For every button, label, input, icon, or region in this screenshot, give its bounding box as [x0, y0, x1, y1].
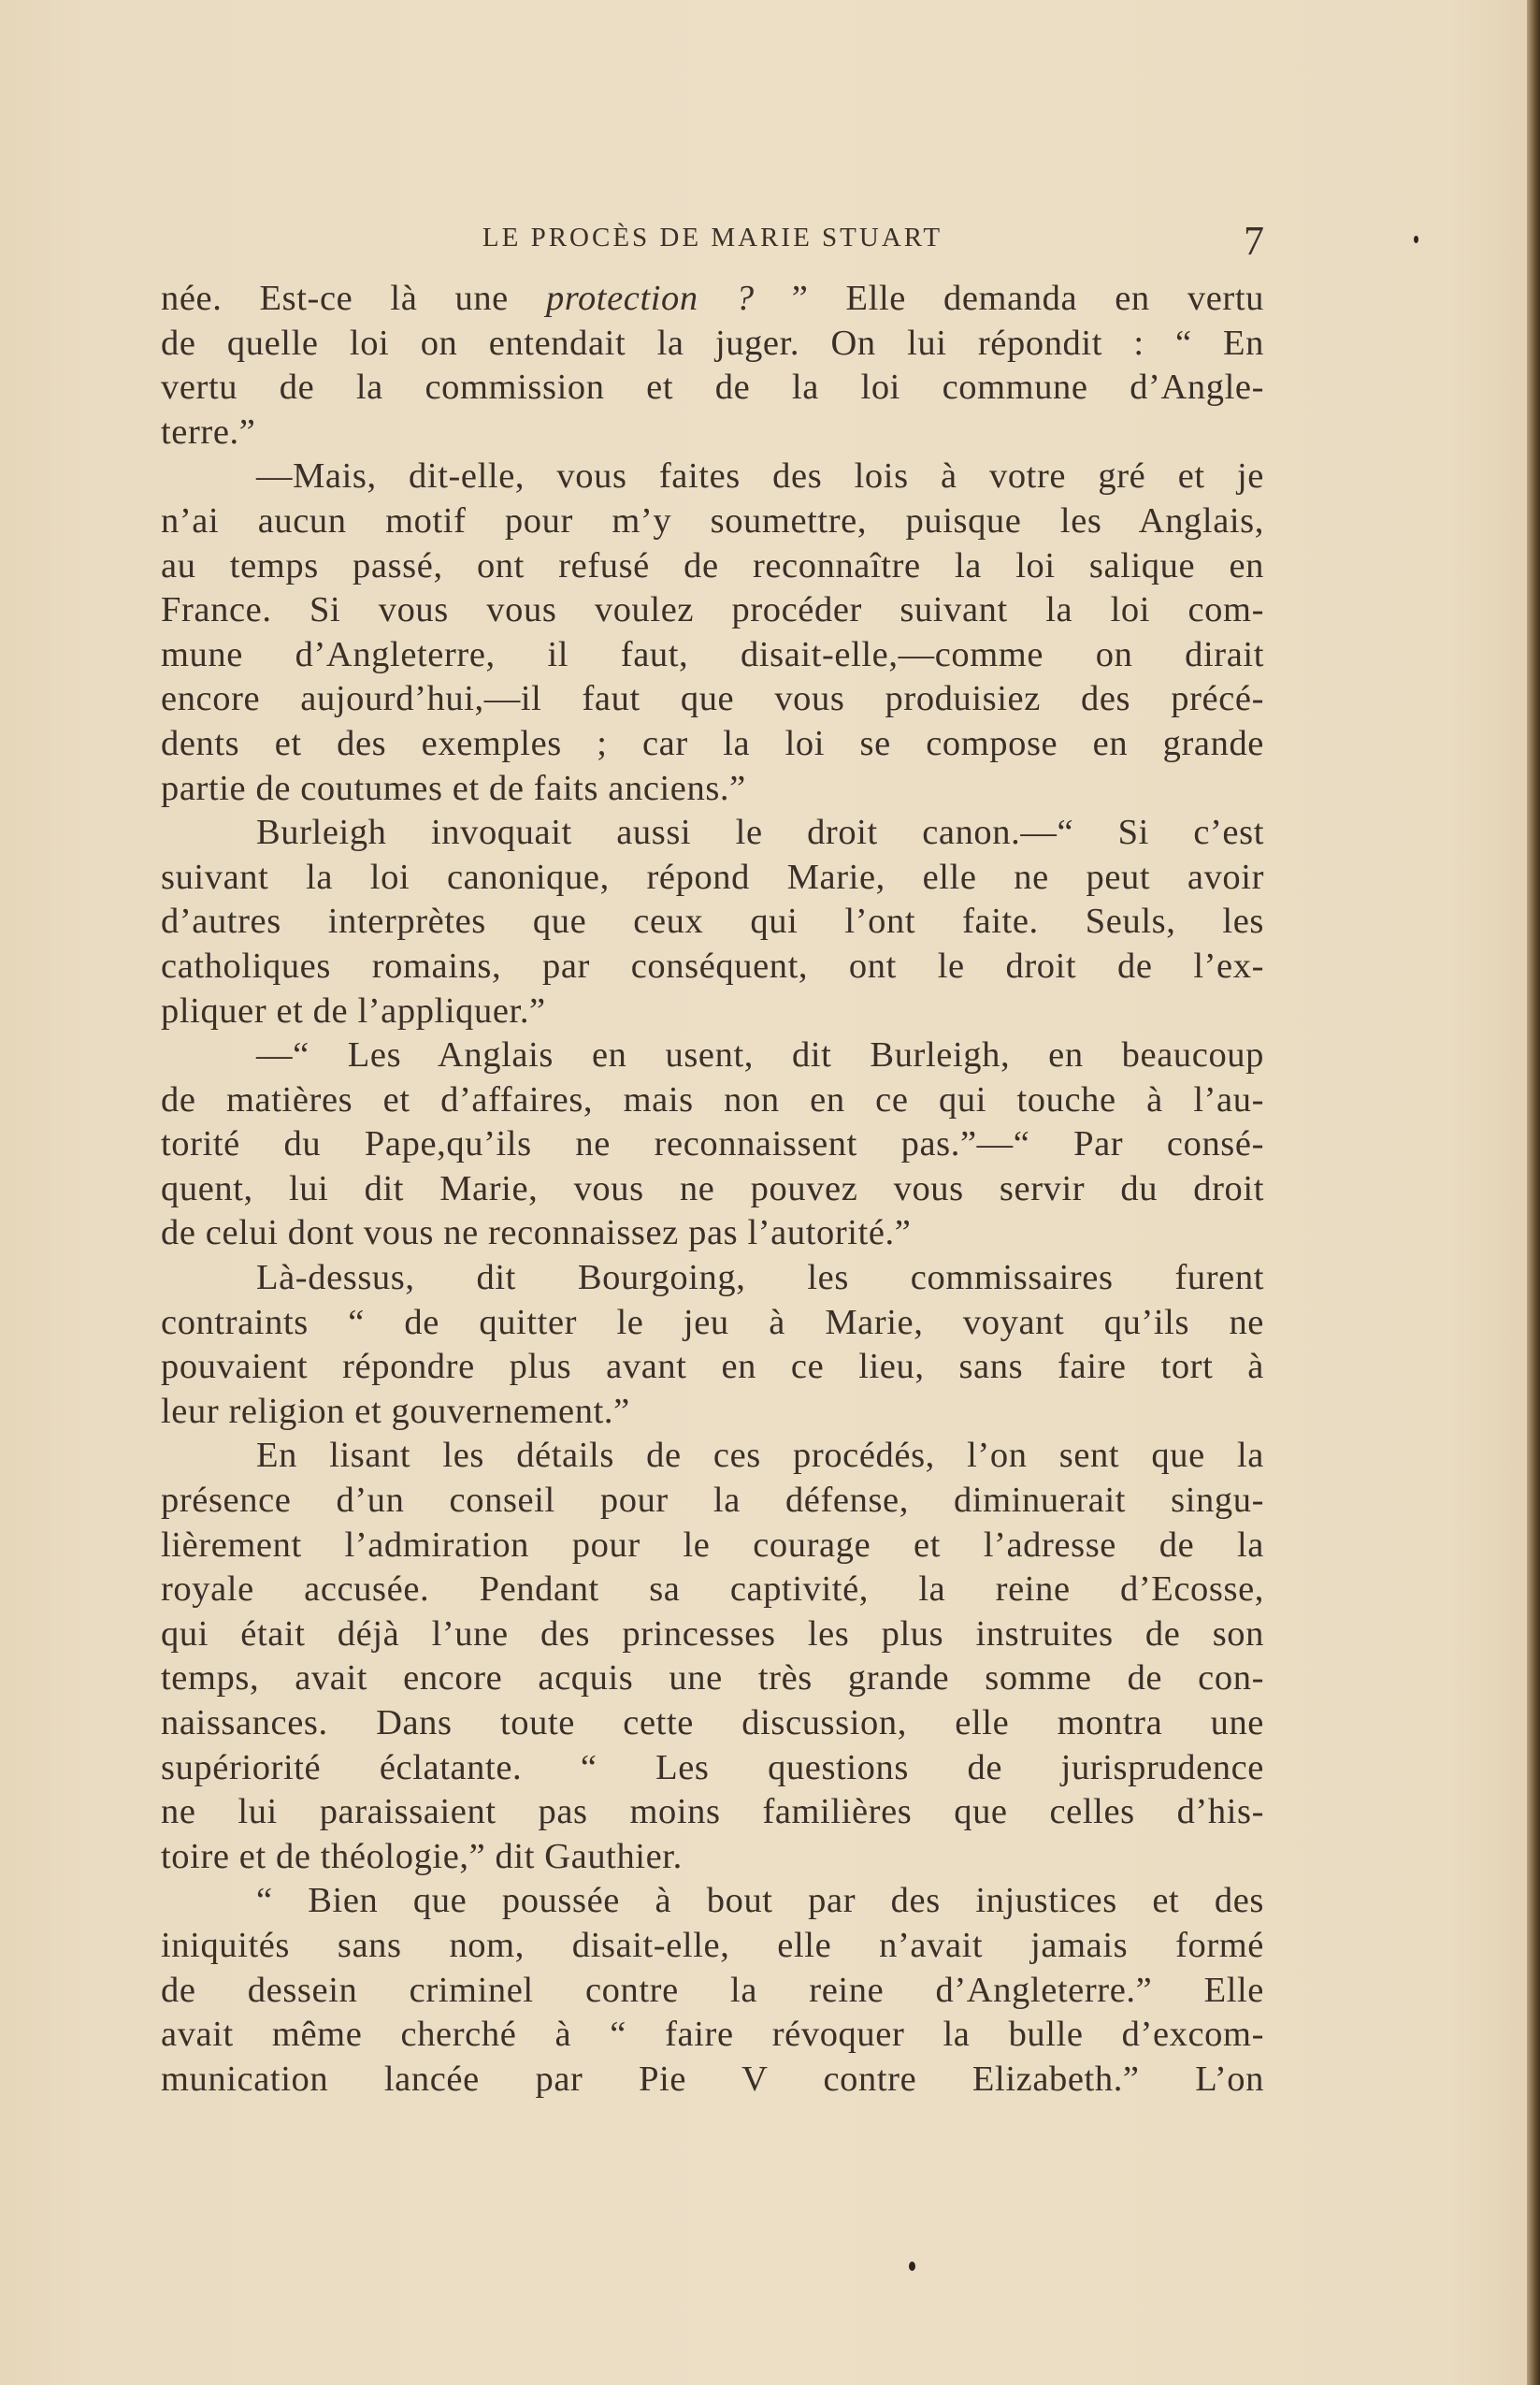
text-line: catholiques romains, par conséquent, ont le droit de l’ex- [161, 946, 1264, 986]
text-line: vertu de la commission et de la loi commune d’Angle- [161, 368, 1264, 408]
text-segment: ” Elle demanda en vertu [754, 279, 1264, 318]
text-line: leur religion et gouvernement.” [161, 1391, 630, 1431]
text-line: Là-dessus, dit Bourgoing, les commissaires furent [256, 1258, 1264, 1298]
text-line: de matières et d’affaires, mais non en ce qui touche à l’au- [161, 1079, 1264, 1120]
paper-speck [909, 2262, 915, 2271]
book-spine-edge [1527, 0, 1540, 2385]
page-header [161, 217, 1264, 273]
body-text [161, 277, 1264, 2102]
text-line: quent, lui dit Marie, vous ne pouvez vous servir du droit [161, 1168, 1264, 1208]
text-line: Burleigh invoquait aussi le droit canon.—“ Si c’est [256, 813, 1264, 853]
text-line: toire et de théologie,” dit Gauthier. [161, 1836, 683, 1876]
text-line: France. Si vous vous voulez procéder suivant la loi com- [161, 590, 1264, 630]
text-line: En lisant les détails de ces procédés, l’on sent que la [256, 1436, 1264, 1476]
page-number: 7 [1244, 218, 1264, 264]
text-line: de quelle loi on entendait la juger. On lui répondit : “ En [161, 323, 1264, 363]
text-line: ne lui paraissaient pas moins familières que celles d’his- [161, 1792, 1264, 1832]
running-title: LE PROCÈS DE MARIE STUART [482, 223, 943, 253]
text-line: —“ Les Anglais en usent, dit Burleigh, en beaucoup [256, 1035, 1264, 1076]
text-line: supériorité éclatante. “ Les questions de jurisprudence [161, 1747, 1264, 1787]
text-line: pliquer et de l’appliquer.” [161, 990, 546, 1031]
text-line [161, 277, 1264, 322]
text-line: torité du Pape,qu’ils ne reconnaissent pas.”—“ Par consé- [161, 1124, 1264, 1164]
text-line: n’ai aucun motif pour m’y soumettre, puisque les Anglais, [161, 500, 1264, 541]
text-line: terre.” [161, 412, 256, 452]
text-line: iniquités sans nom, disait-elle, elle n’avait jamais formé [161, 1925, 1264, 1965]
text-line: d’autres interprètes que ceux qui l’ont faite. Seuls, les [161, 902, 1264, 942]
text-line: de dessein criminel contre la reine d’Angleterre.” Elle [161, 1970, 1264, 2010]
text-line: “ Bien que poussée à bout par des injustices et des [256, 1881, 1264, 1921]
text-line: —Mais, dit-elle, vous faites des lois à votre gré et je [256, 456, 1264, 497]
text-line: dents et des exemples ; car la loi se compose en grande [161, 723, 1264, 763]
text-line: mune d’Angleterre, il faut, disait-elle,—comme on dirait [161, 634, 1264, 674]
text-line: contraints “ de quitter le jeu à Marie, voyant qu’ils ne [161, 1302, 1264, 1342]
text-line: au temps passé, ont refusé de reconnaître la loi salique en [161, 545, 1264, 585]
text-line: encore aujourd’hui,—il faut que vous produisiez des précé- [161, 679, 1264, 719]
text-line: avait même cherché à “ faire révoquer la bulle d’excom- [161, 2015, 1264, 2055]
italic-word: protection ? [545, 279, 755, 318]
text-line: qui était déjà l’une des princesses les plus instruites de son [161, 1613, 1264, 1654]
text-line: naissances. Dans toute cette discussion, elle montra une [161, 1703, 1264, 1742]
text-line: de celui dont vous ne reconnaissez pas l’autorité.” [161, 1213, 912, 1253]
text-line: présence d’un conseil pour la défense, diminuerait singu- [161, 1481, 1264, 1521]
paper-speck [1414, 236, 1418, 243]
text-line: pouvaient répondre plus avant en ce lieu, sans faire tort à [161, 1347, 1264, 1387]
text-line: temps, avait encore acquis une très grande somme de con- [161, 1658, 1264, 1698]
text-segment: née. Est-ce là une [161, 279, 546, 318]
text-line: lièrement l’admiration pour le courage et l’adresse de la [161, 1525, 1264, 1565]
text-line: royale accusée. Pendant sa captivité, la reine d’Ecosse, [161, 1569, 1264, 1610]
text-line: munication lancée par Pie V contre Elizabeth.” L’on [161, 2059, 1264, 2099]
text-line: suivant la loi canonique, répond Marie, elle ne peut avoir [161, 857, 1264, 897]
text-line: partie de coutumes et de faits anciens.” [161, 768, 746, 808]
